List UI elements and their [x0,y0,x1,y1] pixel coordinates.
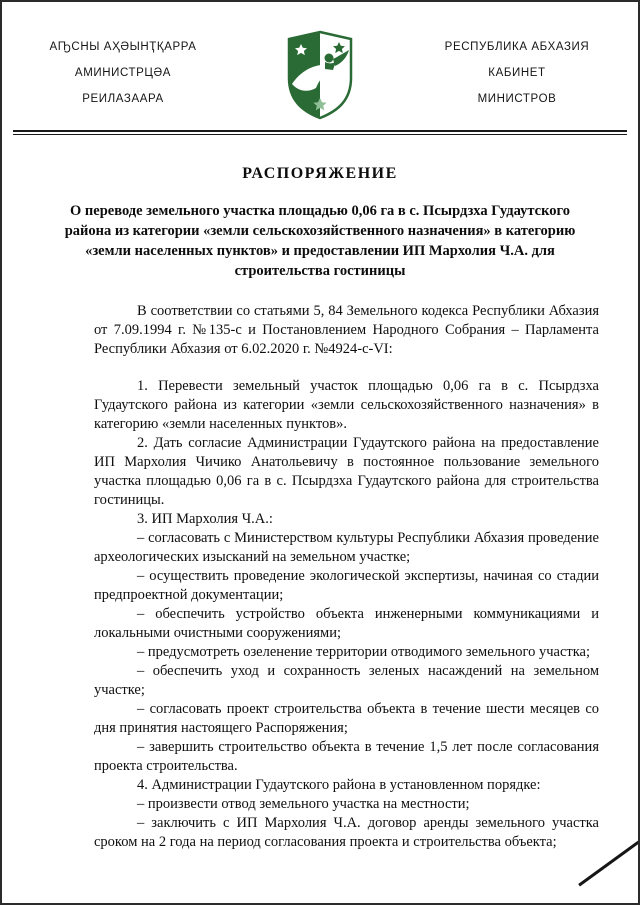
paragraph-subitem: – обеспечить устройство объекта инженерными коммуникациями и локальными очистными сооружениями; [94,606,599,641]
paragraph-item-3: 3. ИП Мархолия Ч.А.: [137,511,273,527]
paragraph-subitem: – заключить с ИП Мархолия Ч.А. договор аренды земельного участка сроком на 2 года на период согласования проекта и строительства объекта; [94,815,599,850]
document-body [2,302,638,852]
document-subject: О переводе земельного участка площадью 0,06 га в с. Псырдзха Гудаутского района из категории «земли сельскохозяйственного назначения» в категорию «земли населенных пунктов» и предоставлении ИП Мархолия Ч.А. для строительства гостиницы [64,203,576,279]
abkhazia-coat-of-arms-icon [287,30,353,120]
letterhead-left [28,28,218,112]
letterhead [2,2,638,126]
letterhead-right-line: МИНИСТРОВ [477,93,557,105]
letterhead-right-line: КАБИНЕТ [488,67,546,79]
letterhead-left-line: АМИНИСТРЦӘА [74,67,172,79]
letterhead-right-line: РЕСПУБЛИКА АБХАЗИЯ [444,41,590,53]
letterhead-left-line: АҦСНЫ АҲӘЫНҬҚАРРА [49,41,197,53]
paragraph-subitem: – обеспечить уход и сохранность зеленых насаждений на земельном участке; [94,663,599,698]
paragraph-subitem: – предусмотреть озеленение территории отводимого земельного участка; [137,644,591,660]
paragraph-subitem: – согласовать проект строительства объекта в течение шести месяцев со дня принятия настоящего Распоряжения; [94,701,599,736]
double-rule-divider [13,130,627,135]
document-title: РАСПОРЯЖЕНИЕ [242,165,398,182]
letterhead-right [422,28,612,112]
paragraph-subitem: – осуществить проведение экологической экспертизы, начиная со стадии предпроектной документации; [94,568,599,603]
paragraph-item-4: 4. Администрации Гудаутского района в установленном порядке: [137,777,541,793]
paragraph-subitem: – согласовать с Министерством культуры Республики Абхазия проведение археологических изысканий на земельном участке; [94,530,599,565]
paragraph-subitem: – завершить строительство объекта в течение 1,5 лет после согласования проекта строительства. [94,739,599,774]
paragraph-preamble: В соответствии со статьями 5, 84 Земельного кодекса Республики Абхазия от 7.09.1994 г. №135-с и Постановлением Народного Собрания – Парламента Республики Абхазия от 6.02.2020 г. №4924-с-VI: [94,303,599,357]
paragraph-subitem: – произвести отвод земельного участка на местности; [137,796,470,812]
letterhead-left-line: РЕИЛАЗААРА [82,93,164,105]
paragraph-item-2: 2. Дать согласие Администрации Гудаутского района на предоставление ИП Мархолия Чичико Анатольевичу в постоянное пользование земельного участка площадью 0,06 га в с. Псырдзха Гудаутского района для строительства гостиницы. [94,435,599,508]
paragraph-item-1: 1. Перевести земельный участок площадью 0,06 га в с. Псырдзха Гудаутского района из категории «земли сельскохозяйственного назначения» в категорию «земли населенных пунктов». [94,378,599,432]
